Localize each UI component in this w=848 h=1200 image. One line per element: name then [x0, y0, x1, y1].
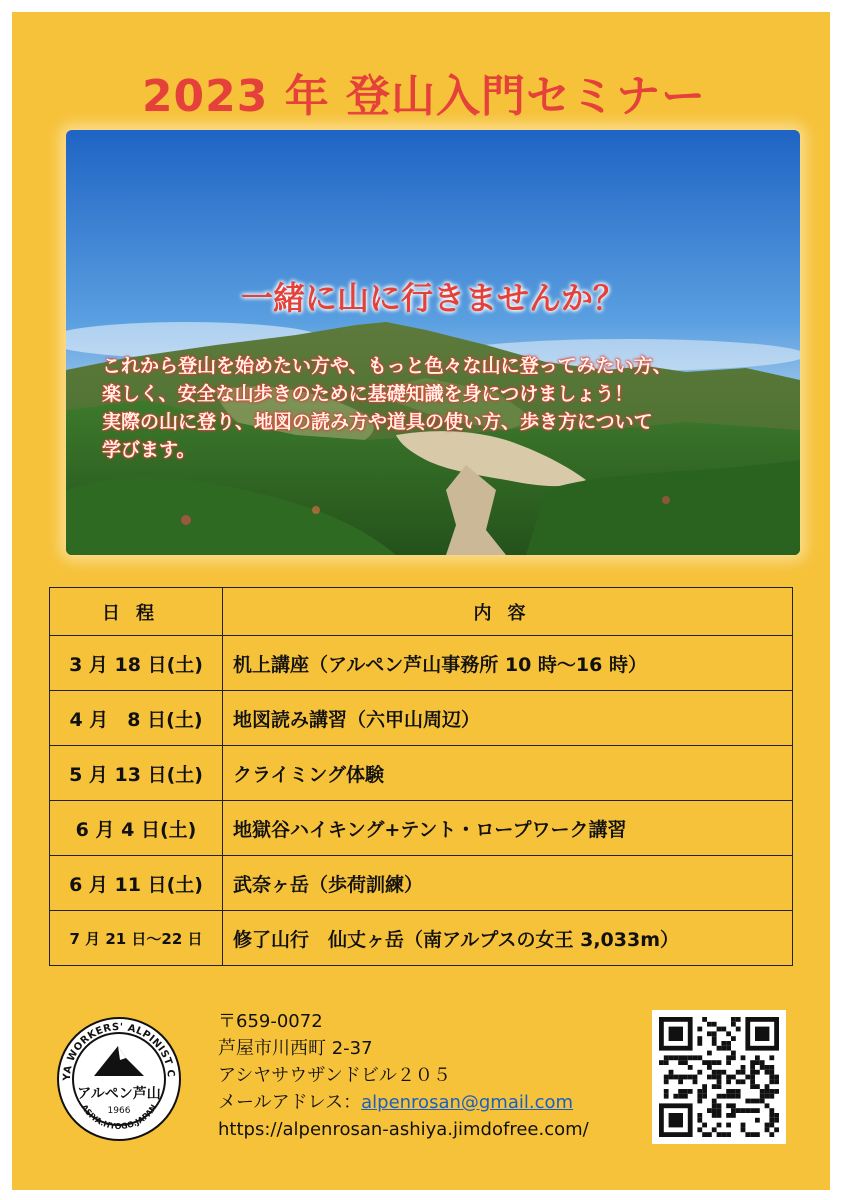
contact-info — [218, 1008, 589, 1143]
tagline: 一緒に山に行きませんか？ — [240, 279, 625, 317]
date-column-header: 日程 — [50, 588, 223, 636]
table-row — [50, 911, 793, 966]
schedule-date: 3 月 18 日(土) — [50, 636, 223, 691]
club-logo — [56, 1016, 182, 1142]
table-row — [50, 856, 793, 911]
table-row — [50, 636, 793, 691]
email-label: メールアドレス： — [218, 1092, 362, 1113]
content-column-header: 内容 — [223, 588, 793, 636]
schedule-content: 修了山行 仙丈ヶ岳（南アルプスの女王 3,033m） — [223, 911, 793, 966]
logo-year: 1966 — [107, 1106, 131, 1116]
email-row — [218, 1089, 589, 1116]
schedule-content: 地獄谷ハイキング+テント・ロープワーク講習 — [223, 801, 793, 856]
schedule-content: 地図読み講習（六甲山周辺） — [223, 691, 793, 746]
table-row — [50, 746, 793, 801]
schedule-date: 6 月 11 日(土) — [50, 856, 223, 911]
schedule-content: 机上講座（アルペン芦山事務所 10 時～16 時） — [223, 636, 793, 691]
mountain-photo — [66, 130, 800, 555]
schedule-date: 5 月 13 日(土) — [50, 746, 223, 801]
schedule-date: 6 月 4 日(土) — [50, 801, 223, 856]
schedule-content: 武奈ヶ岳（歩荷訓練） — [223, 856, 793, 911]
club-emblem-icon — [56, 1016, 182, 1142]
email-link[interactable]: alpenrosan@gmail.com — [361, 1092, 574, 1113]
intro-line: 楽しく、安全な山歩きのために基礎知識を身につけましょう！ — [102, 383, 634, 405]
website-url[interactable]: https://alpenrosan-ashiya.jimdofree.com/ — [218, 1119, 589, 1140]
logo-bottom-text: ASIYA.HYOGO.JAPAN — [79, 1102, 159, 1132]
table-row — [50, 691, 793, 746]
schedule-content: クライミング体験 — [223, 746, 793, 801]
schedule-date: 4 月 8 日(土) — [50, 691, 223, 746]
street-address: 芦屋市川西町 2-37 — [218, 1038, 373, 1059]
intro-line: 学びます。 — [102, 439, 196, 461]
mountain-landscape-image — [66, 130, 800, 555]
schedule-header-row — [50, 588, 793, 636]
qr-code[interactable] — [652, 1010, 786, 1144]
page-title: 2023 年 登山入門セミナー — [141, 71, 707, 122]
intro-line: 実際の山に登り、地図の読み方や道具の使い方、歩き方について — [102, 411, 653, 433]
logo-ring-text: YA WORKERS' ALPINIST C — [61, 1021, 177, 1081]
intro-line: これから登山を始めたい方や、もっと色々な山に登ってみたい方、 — [102, 355, 672, 377]
schedule-date: 7 月 21 日～22 日 — [50, 911, 223, 966]
qr-code-icon — [652, 1010, 786, 1144]
postal-code: 〒659-0072 — [218, 1011, 323, 1032]
intro-text — [102, 352, 782, 464]
schedule-table — [49, 587, 793, 966]
building-name: アシヤサウザンドビル２０５ — [218, 1065, 451, 1086]
table-row — [50, 801, 793, 856]
logo-club-name: アルペン芦山 — [77, 1086, 161, 1102]
